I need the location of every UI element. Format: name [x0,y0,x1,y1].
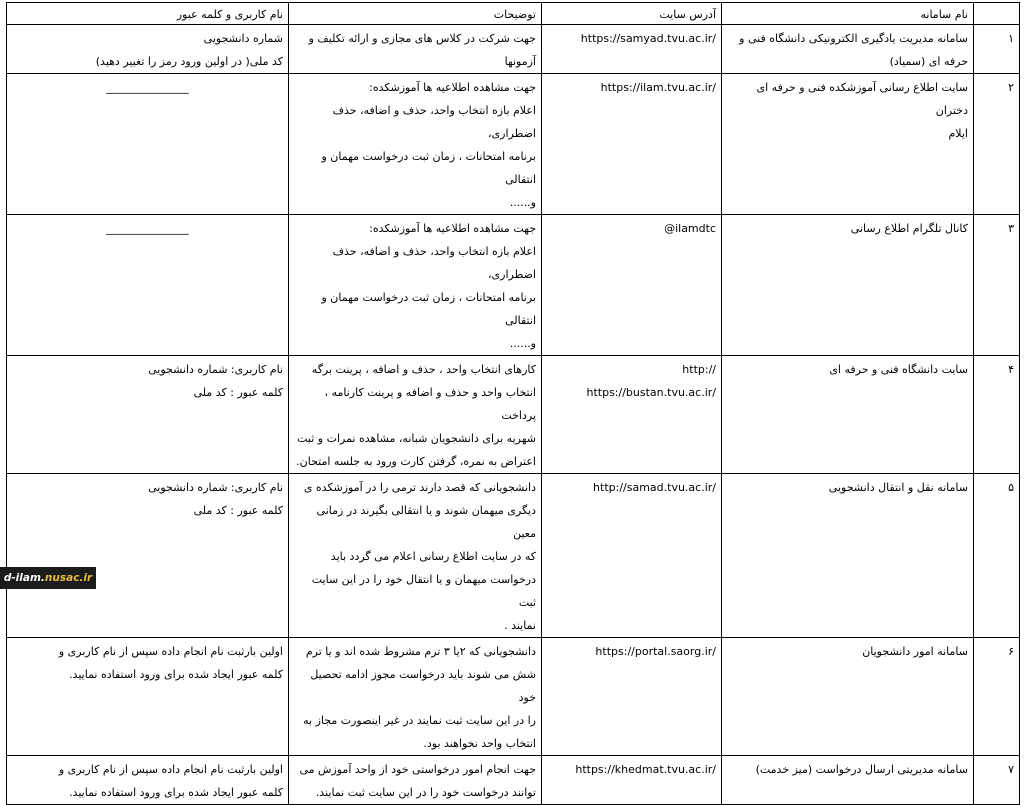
table-row [7,215,1020,356]
description-line: جهت انجام امور درخواستی خود از واحد آموزش می [299,763,536,776]
description-line: و...... [509,337,536,350]
system-name-cell [722,215,974,356]
description-line: برنامه امتحانات ، زمان ثبت درخواست مهمان و انتقالی [321,150,536,186]
site-address-cell [542,356,722,474]
login-line: _______________ [106,81,189,94]
description-line: را در این سایت ثبت نمایند در غیر اینصورت مجاز به [303,714,536,727]
description-line: دانشجویانی که قصد دارند ترمی را در آموزشکده ی [303,481,536,494]
description-cell [289,356,542,474]
system-name-line: سامانه امور دانشجویان [862,645,968,658]
login-line: کلمه عبور : کد ملی [193,504,283,517]
login-cell [7,74,289,215]
description-cell [289,474,542,638]
system-name-line: کانال تلگرام اطلاع رسانی [850,222,968,235]
header-system-name: نام سامانه [722,3,974,25]
row-number: ۷ [974,756,1020,805]
description-cell [289,215,542,356]
systems-table [3,2,1020,805]
row-number: ۴ [974,356,1020,474]
table-header-row [7,3,1020,25]
system-name-cell [722,756,974,805]
login-line: کد ملی( در اولین ورود رمز را تغییر دهید) [95,55,283,68]
description-line: انتخاب واحد و حذف و اضافه و پرینت کارنامه ، پرداخت [324,386,536,422]
login-line: اولین بارثبت نام انجام داده سپس از نام کاربری و [58,763,283,776]
header-site-address: آدرس سایت [542,3,722,25]
table-row [7,25,1020,74]
login-line: اولین بارثبت نام انجام داده سپس از نام کاربری و [58,645,283,658]
row-number: ۱ [974,25,1020,74]
system-name-cell [722,74,974,215]
description-line: شهریه برای دانشجویان شبانه، مشاهده نمرات و ثبت [297,432,536,445]
table-row [7,356,1020,474]
login-line: _______________ [106,222,189,235]
table-row [7,756,1020,805]
table-row [7,74,1020,215]
login-cell [7,25,289,74]
system-name-line: سایت اطلاع رسانی آموزشکده فنی و حرفه ای دختران [756,81,968,117]
description-line: جهت مشاهده اطلاعیه ها آموزشکده: [369,81,536,94]
site-address-link[interactable]: @ilamdtc [664,222,716,235]
site-address-cell [542,474,722,638]
site-address-cell [542,74,722,215]
system-name-cell [722,356,974,474]
login-line: نام کاربری: شماره دانشجویی [148,363,283,376]
system-name-cell [722,25,974,74]
watermark-highlight: nusac.ir [44,572,93,584]
header-description: توضیحات [289,3,542,25]
header-login: نام کاربری و کلمه عبور [7,3,289,25]
site-address-link[interactable]: https://bustan.tvu.ac.ir/ [586,386,716,399]
table-row [7,638,1020,756]
site-address-link[interactable]: https://ilam.tvu.ac.ir/ [600,81,716,94]
site-address-cell [542,638,722,756]
description-line: دیگری میهمان شوند و یا انتقالی بگیرند در زمانی معین [316,504,536,540]
login-cell [7,215,289,356]
login-line: کلمه عبور : کد ملی [193,386,283,399]
watermark-logo [0,567,96,589]
watermark-prefix: d-ilam. [3,572,45,584]
description-line: درخواست میهمان و یا انتقال خود را در این سایت ثبت [311,573,536,609]
description-cell [289,25,542,74]
description-line: انتخاب واحد نخواهند بود. [423,737,536,750]
description-line: اعلام بازه انتخاب واحد، حذف و اضافه، حذف اضطراری، [332,104,536,140]
description-line: شش می شوند باید درخواست مجوز ادامه تحصیل خود [310,668,536,704]
row-number: ۵ [974,474,1020,638]
site-address-link[interactable]: http://samad.tvu.ac.ir/ [593,481,716,494]
description-line: اعتراض به نمره، گرفتن کارت ورود به جلسه امتحان. [296,455,536,468]
site-address-cell [542,215,722,356]
login-cell [7,638,289,756]
site-address-link[interactable]: https://samyad.tvu.ac.ir/ [580,32,716,45]
description-cell [289,638,542,756]
description-line: و...... [509,196,536,209]
description-line: توانند درخواست خود را در این سایت ثبت نمایند. [315,786,536,799]
system-name-line: حرفه ای (سمیاد) [889,55,968,68]
description-line: دانشجویانی که ۲یا ۳ ترم مشروط شده اند و یا ترم [305,645,536,658]
description-line: اعلام بازه انتخاب واحد، حذف و اضافه، حذف اضطراری، [332,245,536,281]
system-name-line: سایت دانشگاه فنی و حرفه ای [829,363,968,376]
description-line: آزمونها [504,55,536,68]
login-cell [7,356,289,474]
login-line: کلمه عبور ایجاد شده برای ورود استفاده نمایید. [69,668,283,681]
site-address-cell [542,756,722,805]
system-name-line: سامانه مدیریتی ارسال درخواست (میز خدمت) [755,763,968,776]
row-number: ۶ [974,638,1020,756]
description-line: برنامه امتحانات ، زمان ثبت درخواست مهمان و انتقالی [321,291,536,327]
description-cell [289,756,542,805]
system-name-line: سامانه نقل و انتقال دانشجویی [828,481,968,494]
header-num [974,3,1020,25]
login-line: کلمه عبور ایجاد شده برای ورود استفاده نمایید. [69,786,283,799]
description-line: کارهای انتخاب واحد ، حذف و اضافه ، پرینت برگه [311,363,536,376]
login-line: شماره دانشجویی [203,32,283,45]
login-cell [7,756,289,805]
row-number: ۳ [974,215,1020,356]
row-number: ۲ [974,74,1020,215]
description-line: جهت شرکت در کلاس های مجازی و ارائه تکلیف و [308,32,536,45]
system-name-line: ایلام [948,127,968,140]
login-line: نام کاربری: شماره دانشجویی [148,481,283,494]
site-address-cell [542,25,722,74]
system-name-cell [722,638,974,756]
description-line: جهت مشاهده اطلاعیه ها آموزشکده: [369,222,536,235]
site-address-link[interactable]: http:// [682,363,716,376]
site-address-link[interactable]: https://khedmat.tvu.ac.ir/ [575,763,716,776]
description-cell [289,74,542,215]
system-name-line: سامانه مدیریت یادگیری الکترونیکی دانشگاه فنی و [739,32,968,45]
site-address-link[interactable]: https://portal.saorg.ir/ [595,645,716,658]
table-row [7,474,1020,638]
login-cell [7,474,289,638]
description-line: نمایند . [504,619,536,632]
description-line: که در سایت اطلاع رسانی اعلام می گردد باید [330,550,536,563]
system-name-cell [722,474,974,638]
